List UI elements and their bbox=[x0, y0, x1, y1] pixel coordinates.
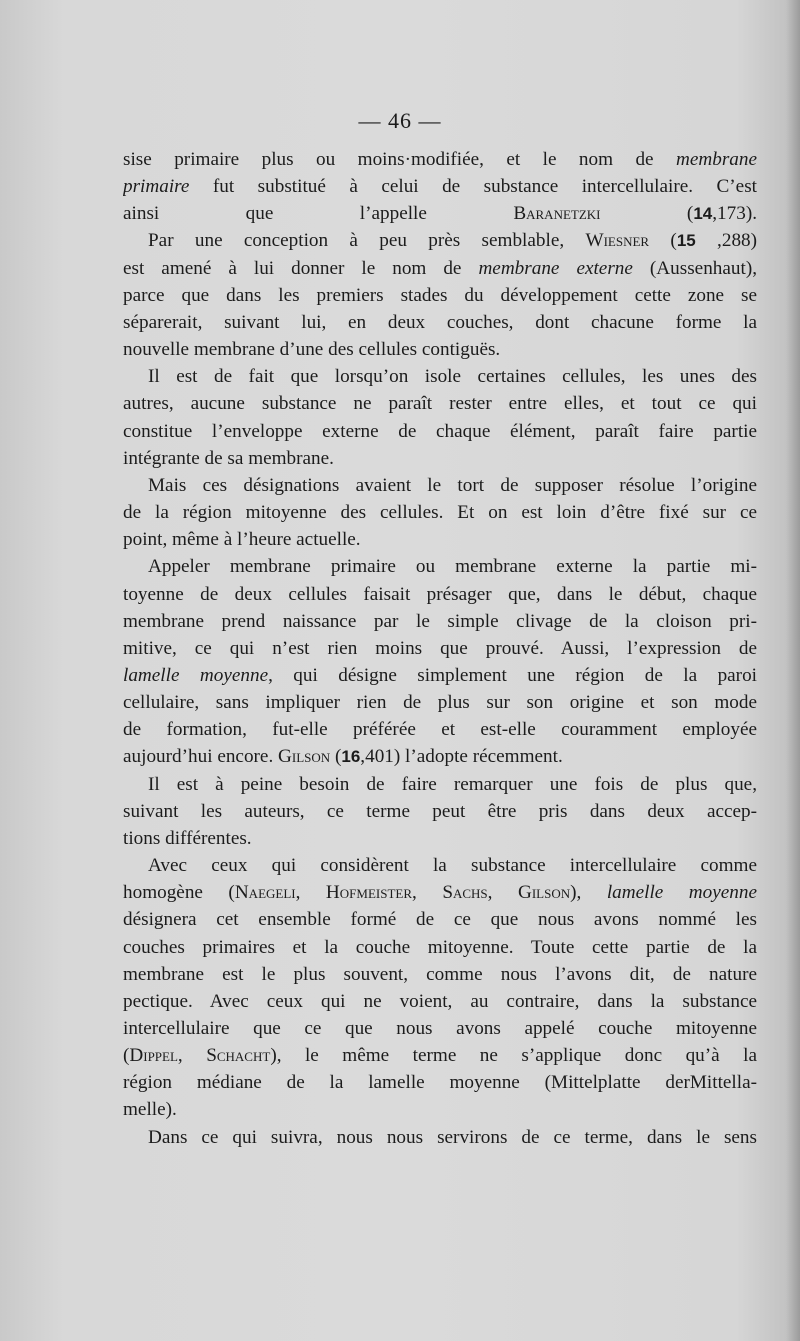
text-run: ( bbox=[649, 230, 677, 252]
text-run: est amené à lui donner le nom de bbox=[123, 257, 479, 279]
text-line bbox=[123, 336, 757, 363]
text-run: Par une conception à peu près semblable, bbox=[148, 230, 586, 252]
emphasized-term: membrane externe bbox=[478, 257, 633, 279]
text-run: Il est à peine besoin de faire remarquer une fois de plus que, bbox=[148, 773, 757, 795]
text-run: autres, aucune substance ne paraît rester entre elles, et tout ce qui bbox=[123, 393, 757, 415]
author-name: Naegeli, Hofmeister, Sachs, Gilson bbox=[234, 882, 571, 904]
text-run: , qui désigne simplement une région de la paroi bbox=[268, 664, 757, 686]
reference-number: 14 bbox=[693, 204, 713, 224]
text-line bbox=[123, 743, 757, 770]
text-line bbox=[123, 309, 757, 336]
text-run: ,288) bbox=[695, 230, 757, 252]
text-run: toyenne de deux cellules faisait présager que, dans le début, chaque bbox=[123, 583, 757, 605]
text-line bbox=[123, 445, 757, 472]
text-run: cellulaire, sans impliquer rien de plus sur son origine et son mode bbox=[123, 692, 757, 714]
text-line bbox=[123, 472, 757, 499]
text-line bbox=[123, 146, 757, 173]
text-run: région médiane de la lamelle moyenne (Mittelplatte derMittella- bbox=[123, 1072, 757, 1094]
text-line bbox=[123, 934, 757, 961]
text-line bbox=[123, 716, 757, 743]
text-line bbox=[123, 961, 757, 988]
text-run: membrane est le plus souvent, comme nous l’avons dit, de nature bbox=[123, 963, 757, 985]
text-line bbox=[123, 553, 757, 580]
text-line bbox=[123, 798, 757, 825]
text-line bbox=[123, 200, 757, 227]
text-run: ( bbox=[330, 746, 342, 768]
text-line bbox=[123, 390, 757, 417]
text-line bbox=[123, 635, 757, 662]
text-run: ainsi que l’appelle bbox=[123, 203, 514, 225]
author-name: Gilson bbox=[278, 746, 331, 768]
text-run: ,173). bbox=[712, 203, 757, 225]
text-run: ), le même terme ne s’applique donc qu’à la bbox=[270, 1045, 757, 1067]
text-run: intégrante de sa membrane. bbox=[123, 447, 334, 469]
text-run: mitive, ce qui n’est rien moins que prouvé. Aussi, l’expression de bbox=[123, 637, 757, 659]
text-line bbox=[123, 581, 757, 608]
text-line bbox=[123, 689, 757, 716]
author-name: Baranetzki bbox=[513, 203, 601, 225]
text-line bbox=[123, 1069, 757, 1096]
text-run: séparerait, suivant lui, en deux couches, dont chacune forme la bbox=[123, 311, 757, 333]
text-run: de formation, fut-elle préférée et est-elle couramment employée bbox=[123, 719, 757, 741]
text-line bbox=[123, 173, 757, 200]
text-run: intercellulaire que ce que nous avons appelé couche mitoyenne bbox=[123, 1018, 757, 1039]
text-line bbox=[123, 852, 757, 879]
text-line bbox=[123, 255, 757, 282]
text-line bbox=[123, 1042, 757, 1069]
text-line bbox=[123, 1015, 757, 1042]
text-run: nouvelle membrane d’une des cellules contiguës. bbox=[123, 339, 501, 361]
text-run: Mais ces désignations avaient le tort de supposer résolue l’origine bbox=[148, 474, 757, 496]
text-line bbox=[123, 662, 757, 689]
text-run: Appeler membrane primaire ou membrane externe la partie mi- bbox=[148, 556, 757, 578]
text-line bbox=[123, 906, 757, 933]
text-run: sise primaire plus ou moins·modifiée, et le nom de bbox=[123, 149, 676, 170]
text-run: parce que dans les premiers stades du développement cette zone se bbox=[123, 284, 757, 306]
text-run: pectique. Avec ceux qui ne voient, au contraire, dans la substance bbox=[123, 990, 757, 1012]
emphasized-term: membrane bbox=[676, 149, 757, 170]
text-line bbox=[123, 1124, 757, 1151]
text-run: couches primaires et la couche mitoyenne. Toute cette partie de la bbox=[123, 936, 757, 958]
text-run: ,401) l’adopte récemment. bbox=[360, 746, 563, 768]
author-name: Wiesner bbox=[585, 230, 650, 252]
page-number: — 46 — bbox=[358, 108, 442, 133]
text-line bbox=[123, 825, 757, 852]
text-run: ( bbox=[600, 203, 694, 225]
text-run: tions différentes. bbox=[123, 827, 252, 849]
text-run: Dans ce qui suivra, nous nous servirons de ce terme, dans le sens bbox=[148, 1126, 757, 1148]
author-name: Dippel, Schacht bbox=[129, 1045, 271, 1067]
text-line bbox=[123, 363, 757, 390]
text-line bbox=[123, 988, 757, 1015]
text-run: ), bbox=[570, 882, 607, 904]
text-line bbox=[123, 418, 757, 445]
reference-number: 15 bbox=[676, 231, 696, 251]
text-run: aujourd’hui encore. bbox=[123, 746, 279, 768]
text-line bbox=[123, 771, 757, 798]
text-run: Il est de fait que lorsqu’on isole certaines cellules, les unes des bbox=[148, 366, 757, 388]
text-run: ( bbox=[123, 1045, 130, 1067]
text-line bbox=[123, 608, 757, 635]
text-run: point, même à l’heure actuelle. bbox=[123, 529, 361, 551]
page-edge-shadow bbox=[786, 0, 800, 1341]
text-run: membrane prend naissance par le simple clivage de la cloison pri- bbox=[123, 610, 757, 632]
text-run: suivant les auteurs, ce terme peut être pris dans deux accep- bbox=[123, 800, 757, 822]
text-run: melle). bbox=[123, 1099, 177, 1121]
text-run: constitue l’enveloppe externe de chaque élément, paraît faire partie bbox=[123, 420, 757, 442]
text-run: fut substitué à celui de substance intercellulaire. C’est bbox=[189, 176, 757, 198]
text-run: désignera cet ensemble formé de ce que nous avons nommé les bbox=[123, 909, 757, 931]
emphasized-term: lamelle moyenne bbox=[606, 882, 757, 904]
text-line bbox=[123, 282, 757, 309]
text-line bbox=[123, 499, 757, 526]
emphasized-term: primaire bbox=[123, 176, 190, 198]
reference-number: 16 bbox=[341, 747, 361, 767]
text-line bbox=[123, 879, 757, 906]
text-run: (Aussenhaut), bbox=[632, 257, 757, 279]
text-run: homogène ( bbox=[123, 882, 235, 904]
text-run: Avec ceux qui considèrent la substance intercellulaire comme bbox=[148, 855, 757, 877]
text-line bbox=[123, 526, 757, 553]
text-line bbox=[123, 227, 757, 254]
body-text bbox=[123, 146, 757, 1151]
text-run: de la région mitoyenne des cellules. Et on est loin d’être fixé sur ce bbox=[123, 502, 757, 524]
text-line bbox=[123, 1096, 757, 1123]
emphasized-term: lamelle moyenne bbox=[123, 664, 269, 686]
